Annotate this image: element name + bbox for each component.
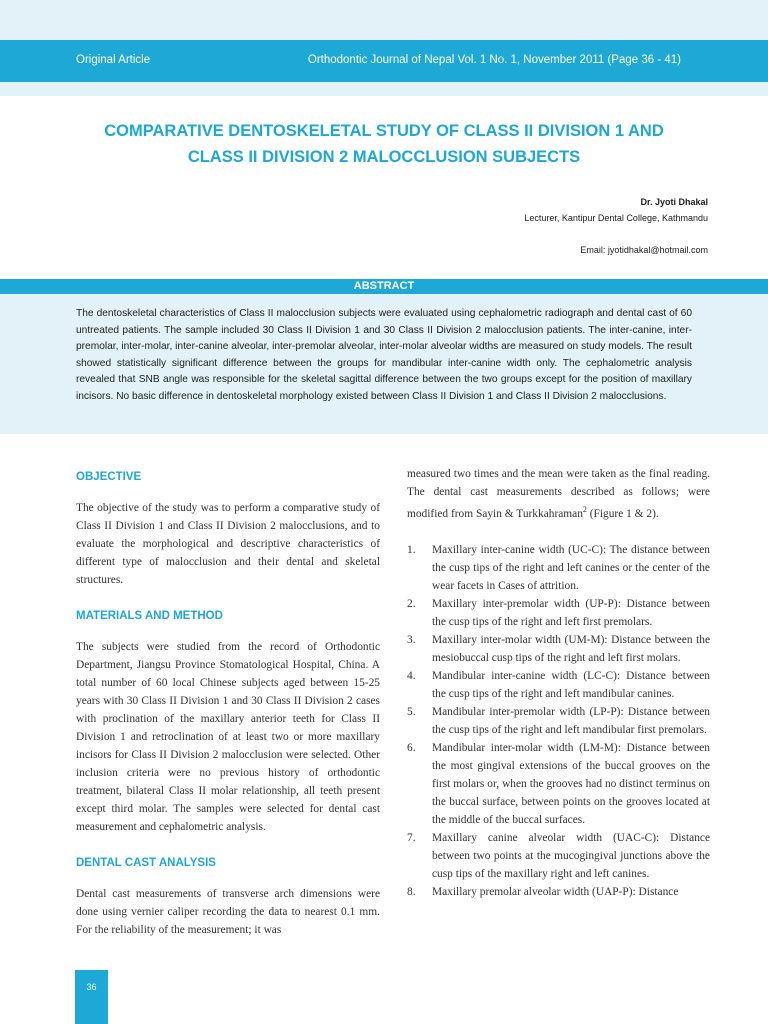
journal-header-bar (0, 40, 768, 82)
list-item-text: Mandibular inter-molar width (LM-M): Distance between the most gingival extensions of the buccal grooves on the first molars or, when the grooves had no distinct terminus on the buccal surface, between points on the grooves located at the middle of the buccal surfaces. (432, 741, 710, 826)
list-item-text: Maxillary inter-molar width (UM-M): Distance between the mesiobuccal cusp tips of the right and left first molars. (432, 633, 710, 664)
list-item-number: 4. (407, 669, 416, 682)
list-item (407, 595, 710, 631)
list-item (407, 703, 710, 739)
list-item (407, 541, 710, 595)
right-column-intro (407, 465, 710, 523)
dental-cast-heading: DENTAL CAST ANALYSIS (76, 857, 216, 869)
author-email: Email: jyotidhakal@hotmail.com (580, 245, 708, 255)
objective-text: The objective of the study was to perform a comparative study of Class II Division 1 and Class II Division 2 malocclusions, and to evaluate the morphological and descriptive characteristics of different type of malocclusion and their dental and skeletal structures. (76, 502, 380, 586)
article-title-line-1: COMPARATIVE DENTOSKELETAL STUDY OF CLASS II DIVISION 1 AND (104, 122, 664, 140)
list-item-number: 5. (407, 705, 416, 718)
list-item-text: Mandibular inter-canine width (LC-C): Distance between the cusp tips of the right and left mandibular canines. (432, 669, 710, 700)
abstract-heading: ABSTRACT (0, 279, 768, 294)
author-name: Dr. Jyoti Dhakal (640, 197, 708, 207)
list-item (407, 631, 710, 667)
abstract-text: The dentoskeletal characteristics of Class II malocclusion subjects were evaluated using cephalometric radiograph and dental cast of 60 untreated patients. The sample included 30 Class II Division 1 and 30 Class II Division 2 malocclusion patients. The inter-canine, inter-premolar, inter-molar, inter-canine alveolar, inter-premolar alveolar, inter-molar alveolar widths are measured on study models. The result showed statistically significant difference between the groups for mandibular inter-canine width only. The cephalometric analysis revealed that SNB angle was responsible for the skeletal sagittal difference between the two groups except for the position of maxillary incisors. No basic difference in dentoskeletal morphology existed between Class II Division 1 and Class II Division 2 malocclusions. (76, 308, 692, 402)
list-item (407, 883, 710, 901)
article-type-label: Original Article (76, 54, 151, 66)
objective-heading: OBJECTIVE (76, 471, 142, 483)
list-item-text: Maxillary inter-canine width (UC-C): The distance between the cusp tips of the right and left canines or the center of the wear facets in Cases of attrition. (432, 543, 710, 592)
right-column (407, 465, 710, 901)
journal-citation: Orthodontic Journal of Nepal Vol. 1 No. 1, November 2011 (Page 36 - 41) (307, 54, 681, 66)
intro-text: measured two times and the mean were taken as the final reading. The dental cast measurements described as follows; were modified from Sayin & Turkkahraman (407, 468, 710, 520)
intro-text-end: (Figure 1 & 2). (586, 507, 659, 520)
list-item (407, 667, 710, 703)
list-item-text: Maxillary premolar alveolar width (UAP-P): Distance (432, 885, 679, 898)
left-column (76, 468, 380, 957)
list-item-number: 8. (407, 885, 416, 898)
materials-text: The subjects were studied from the record of Orthodontic Department, Jiangsu Province Stomatological Hospital, China. A total number of 60 local Chinese subjects aged between 15-25 years with 30 Class II Division 1 and 30 Class II Division 2 cases with proclination of the maxillary anterior teeth for Class II Division 1 and retroclination of at least two or more maxillary incisors for Class II Division 2 malocclusion were selected. Other inclusion criteria were no previous history of orthodontic treatment, bilateral Class II molar relationship, all teeth present except third molar. The samples were selected for dental cast measurement and cephalometric analysis. (76, 641, 380, 833)
reference-superscript: 2 (582, 505, 587, 514)
page-number: 36 (75, 970, 108, 1024)
list-item-number: 1. (407, 543, 416, 556)
author-affiliation: Lecturer, Kantipur Dental College, Kathmandu (524, 213, 708, 223)
measurement-list (407, 541, 710, 901)
list-item-number: 3. (407, 633, 416, 646)
materials-heading: MATERIALS AND METHOD (76, 610, 223, 622)
list-item (407, 739, 710, 829)
list-item-text: Maxillary canine alveolar width (UAC-C): Distance between two points at the mucogingival junctions above the cusp tips of the maxillary right and left canines. (432, 831, 710, 880)
list-item-number: 2. (407, 597, 416, 610)
list-item-number: 7. (407, 831, 416, 844)
dental-cast-text: Dental cast measurements of transverse arch dimensions were done using vernier caliper recording the data to nearest 0.1 mm. For the reliability of the measurement; it was (76, 888, 380, 936)
article-title-line-2: CLASS II DIVISION 2 MALOCCLUSION SUBJECTS (187, 148, 581, 166)
list-item-text: Mandibular inter-premolar width (LP-P): Distance between the cusp tips of the right and left mandibular first premolars. (432, 705, 710, 736)
author-block (524, 194, 708, 258)
article-title (40, 118, 728, 170)
list-item-number: 6. (407, 741, 416, 754)
abstract-box (0, 279, 768, 434)
list-item-text: Maxillary inter-premolar width (UP-P): Distance between the cusp tips of the right and left first premolars. (432, 597, 710, 628)
list-item (407, 829, 710, 883)
